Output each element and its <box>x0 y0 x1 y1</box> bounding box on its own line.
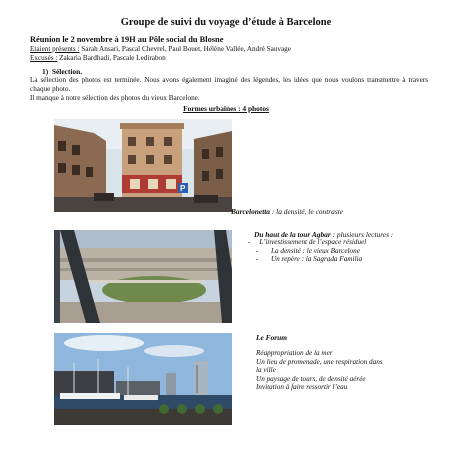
agbar-item-text: L’investissement de l’espace résiduel <box>259 238 367 246</box>
missing-photos-note: Il manque à notre sélection des photos du vieux Barcelone. <box>30 94 200 102</box>
forum-photo <box>54 333 232 425</box>
present-label: Etaient présents : <box>30 45 80 53</box>
agbar-view-image <box>54 230 232 323</box>
agbar-item-text: La densité : le vieux Barcelone <box>270 246 360 255</box>
forum-item: Réappropriation de la mer <box>256 349 333 357</box>
agbar-place: Du haut de la tour Agbar <box>254 230 331 239</box>
present-line <box>30 45 291 54</box>
photos-subheading: Formes urbaines : 4 photos <box>183 104 269 113</box>
agbar-list <box>248 238 366 264</box>
agbar-item-bullet: - <box>248 238 251 246</box>
agbar-item-text: Un repère : la Sagrada Familia <box>270 255 363 264</box>
excused-names: Zakaria Bardhadi, Pascale Ledirabon <box>57 54 166 62</box>
section-number: 1) <box>42 67 49 76</box>
present-names: Sarah Ansari, Pascal Chevrel, Paul Bouet, Hélène Vallée, André Sauvage <box>79 45 291 53</box>
agbar-text: : plusieurs lectures : <box>330 230 394 239</box>
forum-item: Un paysage de tours, de densité aérée <box>256 374 366 383</box>
excused-label: Excusés : <box>30 54 58 62</box>
forum-list <box>256 349 383 392</box>
barceloneta-photo <box>54 119 232 212</box>
barceloneta-street-image <box>54 119 232 212</box>
barceloneta-place: Barcelonetta <box>231 207 271 216</box>
barceloneta-text: : la densité, le contraste <box>270 207 344 216</box>
agbar-item-bullet: - <box>256 255 259 264</box>
forum-item: la ville <box>256 366 276 375</box>
section-title: Sélection. <box>51 67 83 76</box>
forum-item: Invitation à faire ressortir l’eau <box>256 383 348 392</box>
forum-place: Le Forum <box>256 333 288 342</box>
excused-line <box>30 54 166 63</box>
forum-harbour-image <box>54 333 232 425</box>
meeting-heading: Réunion le 2 novembre à 19H au Pôle social du Blosne <box>30 35 224 44</box>
barceloneta-caption <box>231 207 343 216</box>
agbar-item <box>248 238 366 247</box>
selection-paragraph: La sélection des photos est terminée. Nous avons également imaginé des légendes, les idées que nous voulons transmettre à travers chaque photo. <box>30 76 428 93</box>
agbar-item <box>248 255 366 264</box>
agbar-item <box>248 247 366 256</box>
forum-caption <box>256 333 287 342</box>
document-title: Groupe de suivi du voyage d’étude à Barcelone <box>120 17 332 28</box>
svg-text:P: P <box>180 184 186 193</box>
agbar-item-bullet: - <box>256 246 259 255</box>
section-heading <box>42 67 82 76</box>
agbar-photo <box>54 230 232 323</box>
forum-item: Un lieu de promenade, une respiration dans <box>256 357 383 366</box>
